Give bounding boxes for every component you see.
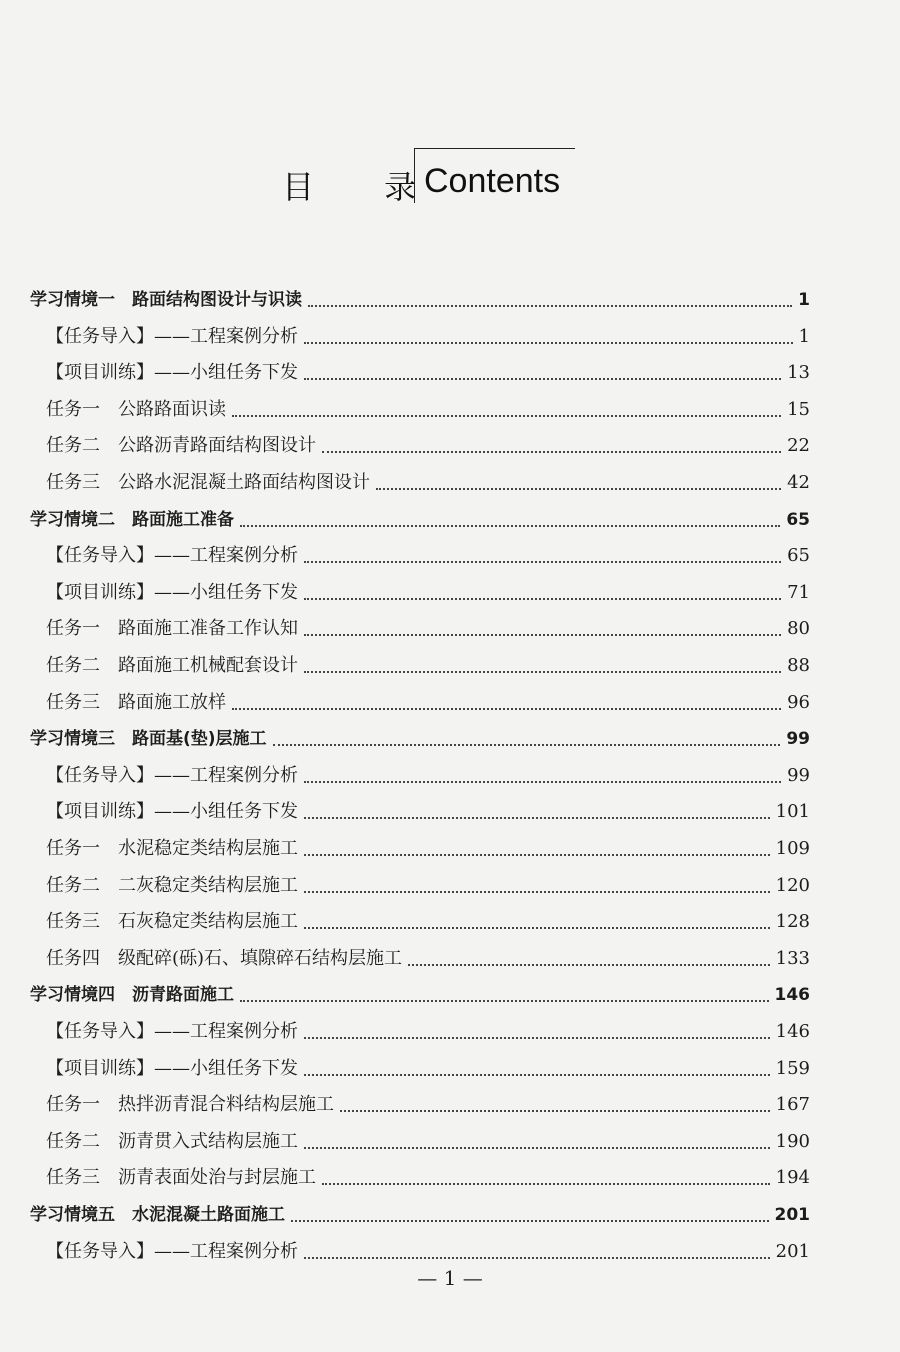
toc-page-number: 1 <box>798 325 810 347</box>
toc-entry-row[interactable] <box>0 1124 900 1154</box>
dot-leader <box>304 891 770 893</box>
dot-leader <box>308 305 792 307</box>
dot-leader <box>304 634 781 636</box>
toc-entry-label: 任务二 路面施工机械配套设计 <box>46 655 298 676</box>
title-english: Contents <box>424 162 561 200</box>
toc-entry-label: 任务三 石灰稳定类结构层施工 <box>46 911 298 933</box>
toc-section-row[interactable] <box>0 721 900 751</box>
toc-entry-row[interactable] <box>0 538 900 568</box>
dot-leader <box>304 854 770 856</box>
dot-leader <box>322 451 781 453</box>
toc-entry-label: 任务一 公路路面识读 <box>46 398 226 420</box>
toc-entry-label: 【项目训练】——小组任务下发 <box>46 581 298 603</box>
toc-entry-row[interactable] <box>0 428 900 458</box>
dot-leader <box>304 817 770 819</box>
toc-entry-row[interactable] <box>0 392 900 422</box>
toc-entry-label: 学习情境三 路面基(垫)层施工 <box>30 729 267 750</box>
dot-leader <box>232 415 781 417</box>
page-number: — 1 — <box>417 1266 483 1290</box>
toc-entry-label: 【项目训练】——小组任务下发 <box>46 362 298 384</box>
dot-leader <box>408 964 770 966</box>
toc-section-row[interactable] <box>0 282 900 312</box>
toc-page-number: 65 <box>787 545 810 567</box>
toc-entry-label: 任务三 沥青表面处治与封层施工 <box>46 1167 316 1189</box>
toc-page-number: 99 <box>786 729 810 750</box>
toc-entry-row[interactable] <box>0 465 900 495</box>
toc-page-number: 99 <box>787 764 810 786</box>
toc-entry-row[interactable] <box>0 1234 900 1264</box>
toc-page-number: 167 <box>775 1094 810 1116</box>
toc-entry-label: 任务二 沥青贯入式结构层施工 <box>46 1130 298 1152</box>
toc-section-row[interactable] <box>0 977 900 1007</box>
dot-leader <box>304 1257 770 1259</box>
toc-entry-row[interactable] <box>0 1014 900 1044</box>
toc-page-number: 109 <box>775 838 810 859</box>
toc-entry-row[interactable] <box>0 685 900 715</box>
toc-entry-label: 任务一 路面施工准备工作认知 <box>46 618 298 640</box>
toc-page-number: 120 <box>775 874 810 896</box>
dot-leader <box>340 1110 770 1112</box>
toc-entry-row[interactable] <box>0 758 900 788</box>
toc-entry-row[interactable] <box>0 319 900 349</box>
toc-entry-label: 【任务导入】——工程案例分析 <box>46 545 298 567</box>
toc-page-number: 201 <box>775 1240 810 1262</box>
toc-entry-label: 学习情境五 水泥混凝土路面施工 <box>30 1205 285 1225</box>
dot-leader <box>304 598 781 600</box>
dot-leader <box>304 781 781 783</box>
toc-entry-label: 【项目训练】——小组任务下发 <box>46 1057 298 1079</box>
toc-page-number: 96 <box>787 691 810 713</box>
toc-entry-label: 【任务导入】——工程案例分析 <box>46 325 298 347</box>
toc-page-number: 13 <box>787 362 810 384</box>
toc-page-number: 15 <box>787 398 810 420</box>
toc-entry-label: 学习情境四 沥青路面施工 <box>30 985 234 1006</box>
dot-leader <box>273 744 781 746</box>
toc-entry-label: 学习情境一 路面结构图设计与识读 <box>30 290 302 310</box>
toc-entry-row[interactable] <box>0 868 900 898</box>
toc-entry-label: 任务三 公路水泥混凝土路面结构图设计 <box>46 472 370 493</box>
toc-entry-row[interactable] <box>0 611 900 641</box>
dot-leader <box>376 488 781 490</box>
toc-entry-label: 【任务导入】——工程案例分析 <box>46 1021 298 1042</box>
dot-leader <box>291 1220 769 1222</box>
toc-page-number: 159 <box>775 1057 810 1079</box>
toc-page-number: 65 <box>786 509 810 530</box>
dot-leader <box>304 378 781 380</box>
dot-leader <box>232 708 781 710</box>
toc-section-row[interactable] <box>0 1197 900 1227</box>
toc-entry-row[interactable] <box>0 941 900 971</box>
dot-leader <box>304 342 793 344</box>
toc-page-number: 201 <box>774 1205 810 1225</box>
toc-page-number: 80 <box>787 618 810 640</box>
toc-entry-label: 任务一 热拌沥青混合料结构层施工 <box>46 1094 334 1116</box>
toc-page-number: 194 <box>775 1167 810 1189</box>
toc-page-number: 146 <box>774 985 810 1006</box>
toc-section-row[interactable] <box>0 502 900 532</box>
toc-page-number: 42 <box>787 472 810 493</box>
toc-entry-row[interactable] <box>0 1160 900 1190</box>
toc-entry-label: 任务二 公路沥青路面结构图设计 <box>46 435 316 457</box>
dot-leader <box>304 1037 770 1039</box>
toc-entry-label: 【任务导入】——工程案例分析 <box>46 1240 298 1262</box>
toc-entry-row[interactable] <box>0 904 900 934</box>
toc-entry-row[interactable] <box>0 1087 900 1117</box>
dot-leader <box>304 927 770 929</box>
toc-entry-row[interactable] <box>0 794 900 824</box>
toc-page-number: 190 <box>775 1130 810 1152</box>
dot-leader <box>240 1000 769 1002</box>
dot-leader <box>322 1183 770 1185</box>
toc-entry-row[interactable] <box>0 831 900 861</box>
toc-entry-label: 任务四 级配碎(砾)石、填隙碎石结构层施工 <box>46 947 403 969</box>
toc-page-number: 128 <box>775 911 810 933</box>
toc-title <box>282 148 582 208</box>
toc-entry-label: 任务一 水泥稳定类结构层施工 <box>46 838 298 859</box>
toc-page-number: 22 <box>787 435 810 457</box>
dot-leader <box>304 1147 770 1149</box>
dot-leader <box>304 1074 770 1076</box>
dot-leader <box>304 561 781 563</box>
dot-leader <box>240 525 780 527</box>
toc-entry-label: 【项目训练】——小组任务下发 <box>46 801 298 823</box>
toc-entry-label: 学习情境二 路面施工准备 <box>30 509 234 530</box>
toc-page-number: 88 <box>787 655 810 676</box>
toc-entry-row[interactable] <box>0 648 900 678</box>
toc-page-number: 133 <box>775 947 810 969</box>
toc-entry-row[interactable] <box>0 1051 900 1081</box>
toc-page-number: 71 <box>787 581 810 603</box>
toc-entry-label: 【任务导入】——工程案例分析 <box>46 764 298 786</box>
title-chinese: 目 录 <box>282 168 447 206</box>
toc-page-number: 101 <box>775 801 810 823</box>
dot-leader <box>304 671 781 673</box>
toc-page-number: 1 <box>798 290 810 310</box>
toc-entry-row[interactable] <box>0 355 900 385</box>
toc-entry-row[interactable] <box>0 575 900 605</box>
toc-page-number: 146 <box>775 1021 810 1042</box>
toc-entry-label: 任务三 路面施工放样 <box>46 691 226 713</box>
toc-entry-label: 任务二 二灰稳定类结构层施工 <box>46 874 298 896</box>
